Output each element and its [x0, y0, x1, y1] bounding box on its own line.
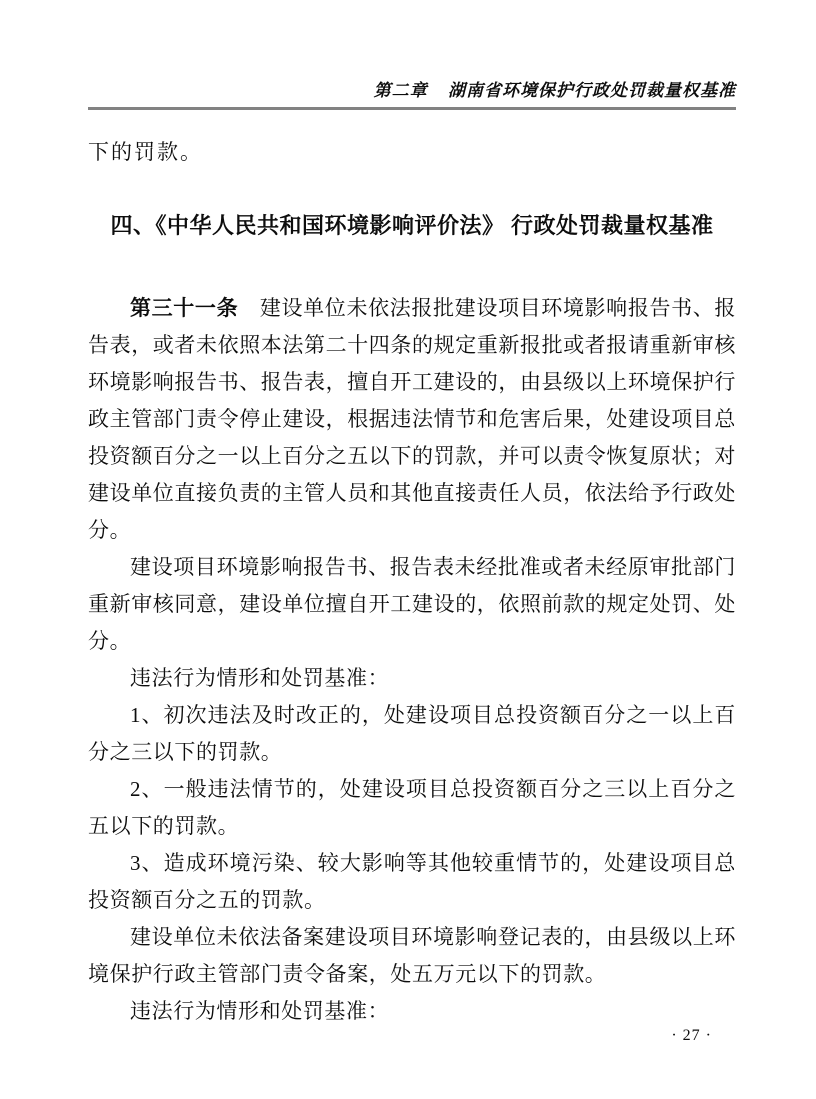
body-paragraph: 建设项目环境影响报告书、报告表未经批准或者未经原审批部门重新审核同意，建设单位擅自开工建设的，依照前款的规定处罚、处分。	[88, 555, 736, 653]
running-head	[88, 0, 736, 103]
body-paragraph: 建设单位未依法备案建设项目环境影响登记表的，由县级以上环境保护行政主管部门责令备案，处五万元以下的罚款。	[88, 925, 736, 986]
article-body	[88, 290, 736, 1030]
running-head-chapter: 第二章	[373, 81, 428, 100]
body-paragraph: 1、初次违法及时改正的，处建设项目总投资额百分之一以上百分之三以下的罚款。	[88, 703, 736, 764]
running-head-title: 湖南省环境保护行政处罚裁量权基准	[448, 81, 736, 100]
body-paragraph: 3、造成环境污染、较大影响等其他较重情节的，处建设项目总投资额百分之五的罚款。	[88, 851, 736, 912]
section-heading: 四、《中华人民共和国环境影响评价法》 行政处罚裁量权基准	[110, 213, 714, 238]
article-text: 建设单位未依法报批建设项目环境影响报告书、报告表，或者未依照本法第二十四条的规定重新报批或者报请重新审核环境影响报告书、报告表，擅自开工建设的，由县级以上环境保护行政主管部门责令停止建设，根据违法情节和危害后果，处建设项目总投资额百分之一以上百分之五以下的罚款，并可以责令恢复原状；对建设单位直接负责的主管人员和其他直接责任人员，依法给予行政处分。	[88, 296, 736, 542]
article-number: 第三十一条	[130, 297, 239, 320]
carryover-paragraph: 下的罚款。	[88, 140, 203, 164]
page-content	[88, 0, 736, 1030]
page-number: · 27 ·	[671, 1027, 712, 1044]
article-paragraph	[88, 290, 736, 549]
body-paragraph: 违法行为情形和处罚基准：	[130, 999, 390, 1023]
header-rule	[88, 107, 736, 110]
body-paragraph: 违法行为情形和处罚基准：	[130, 666, 390, 690]
body-paragraph: 2、一般违法情节的，处建设项目总投资额百分之三以上百分之五以下的罚款。	[88, 777, 736, 838]
